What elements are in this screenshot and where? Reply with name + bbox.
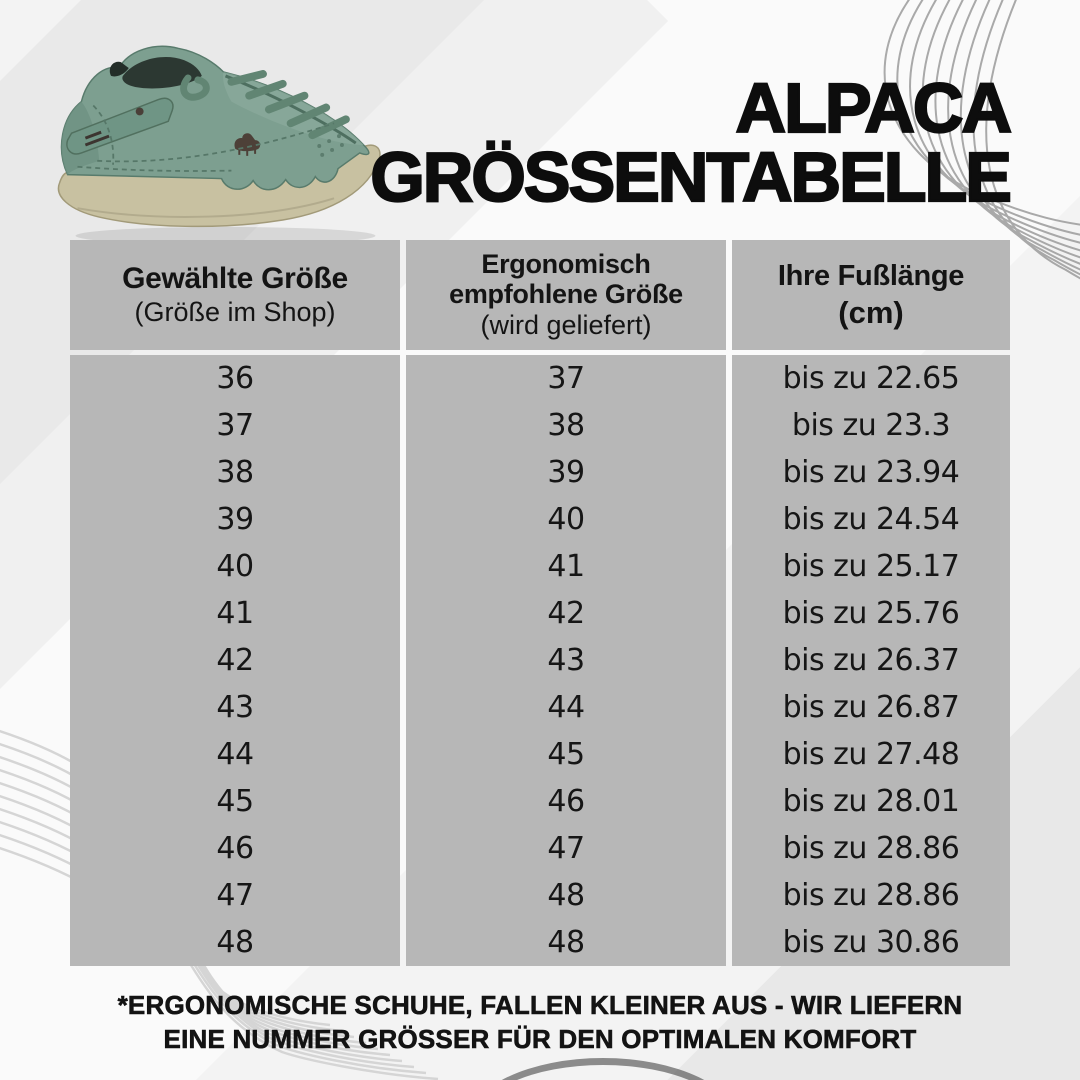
recommended-size-cell: 39 <box>547 455 585 490</box>
size-table <box>70 240 1010 966</box>
column-body-foot-length <box>732 355 1010 966</box>
footnote <box>0 988 1080 1057</box>
column-title: Ergonomisch empfohlene Größe <box>449 248 683 310</box>
foot-length-cell: bis zu 30.86 <box>782 925 960 960</box>
recommended-size-cell: 37 <box>547 361 585 396</box>
foot-length-cell: bis zu 24.54 <box>782 502 960 537</box>
recommended-size-cell: 38 <box>547 408 585 443</box>
column-subtitle: (cm) <box>838 295 904 331</box>
column-header-recommended-size <box>406 240 726 350</box>
recommended-size-cell: 44 <box>547 690 585 725</box>
title-line-1: ALPACA <box>735 69 1010 147</box>
foot-length-cell: bis zu 23.3 <box>791 408 951 443</box>
column-subtitle: (Größe im Shop) <box>134 296 336 327</box>
column-recommended-size <box>406 240 726 966</box>
recommended-size-cell: 48 <box>547 878 585 913</box>
shop-size-cell: 44 <box>216 737 254 772</box>
recommended-size-cell: 41 <box>547 549 585 584</box>
recommended-size-cell: 42 <box>547 596 585 631</box>
shop-size-cell: 36 <box>216 361 254 396</box>
shop-size-cell: 40 <box>216 549 254 584</box>
column-body-shop-size <box>70 355 400 966</box>
shop-size-cell: 48 <box>216 925 254 960</box>
product-photo-alpaca-shoe <box>38 42 413 250</box>
foot-length-cell: bis zu 26.37 <box>782 643 960 678</box>
foot-length-cell: bis zu 26.87 <box>782 690 960 725</box>
shop-size-cell: 37 <box>216 408 254 443</box>
foot-length-cell: bis zu 25.76 <box>782 596 960 631</box>
title-line-2: GRÖSSENTABELLE <box>370 137 1010 216</box>
foot-length-cell: bis zu 23.94 <box>782 455 960 490</box>
column-header-shop-size <box>70 240 400 350</box>
column-header-foot-length <box>732 240 1010 350</box>
shop-size-cell: 47 <box>216 878 254 913</box>
recommended-size-cell: 48 <box>547 925 585 960</box>
shop-size-cell: 46 <box>216 831 254 866</box>
footnote-line-1: *ERGONOMISCHE SCHUHE, FALLEN KLEINER AUS - WIR LIEFERN <box>117 990 963 1020</box>
recommended-size-cell: 43 <box>547 643 585 678</box>
column-title: Ihre Fußlänge <box>777 259 965 292</box>
foot-length-cell: bis zu 28.86 <box>782 878 960 913</box>
column-body-recommended-size <box>406 355 726 966</box>
foot-length-cell: bis zu 28.01 <box>782 784 960 819</box>
foot-length-cell: bis zu 22.65 <box>782 361 960 396</box>
page-title <box>370 69 1010 216</box>
recommended-size-cell: 45 <box>547 737 585 772</box>
footnote-line-2: EINE NUMMER GRÖSSER FÜR DEN OPTIMALEN KOMFORT <box>163 1024 917 1055</box>
column-foot-length <box>732 240 1010 966</box>
recommended-size-cell: 40 <box>547 502 585 537</box>
shop-size-cell: 41 <box>216 596 254 631</box>
foot-length-cell: bis zu 28.86 <box>782 831 960 866</box>
foot-length-cell: bis zu 27.48 <box>782 737 960 772</box>
shop-size-cell: 45 <box>216 784 254 819</box>
strap-logo <box>136 108 144 116</box>
recommended-size-cell: 46 <box>547 784 585 819</box>
column-shop-size <box>70 240 400 966</box>
shop-size-cell: 42 <box>216 643 254 678</box>
shop-size-cell: 38 <box>216 455 254 490</box>
column-title: Gewählte Größe <box>122 262 348 296</box>
column-subtitle: (wird geliefert) <box>480 310 652 341</box>
recommended-size-cell: 47 <box>547 831 585 866</box>
shop-size-cell: 39 <box>216 502 254 537</box>
foot-length-cell: bis zu 25.17 <box>782 549 960 584</box>
shop-size-cell: 43 <box>216 690 254 725</box>
